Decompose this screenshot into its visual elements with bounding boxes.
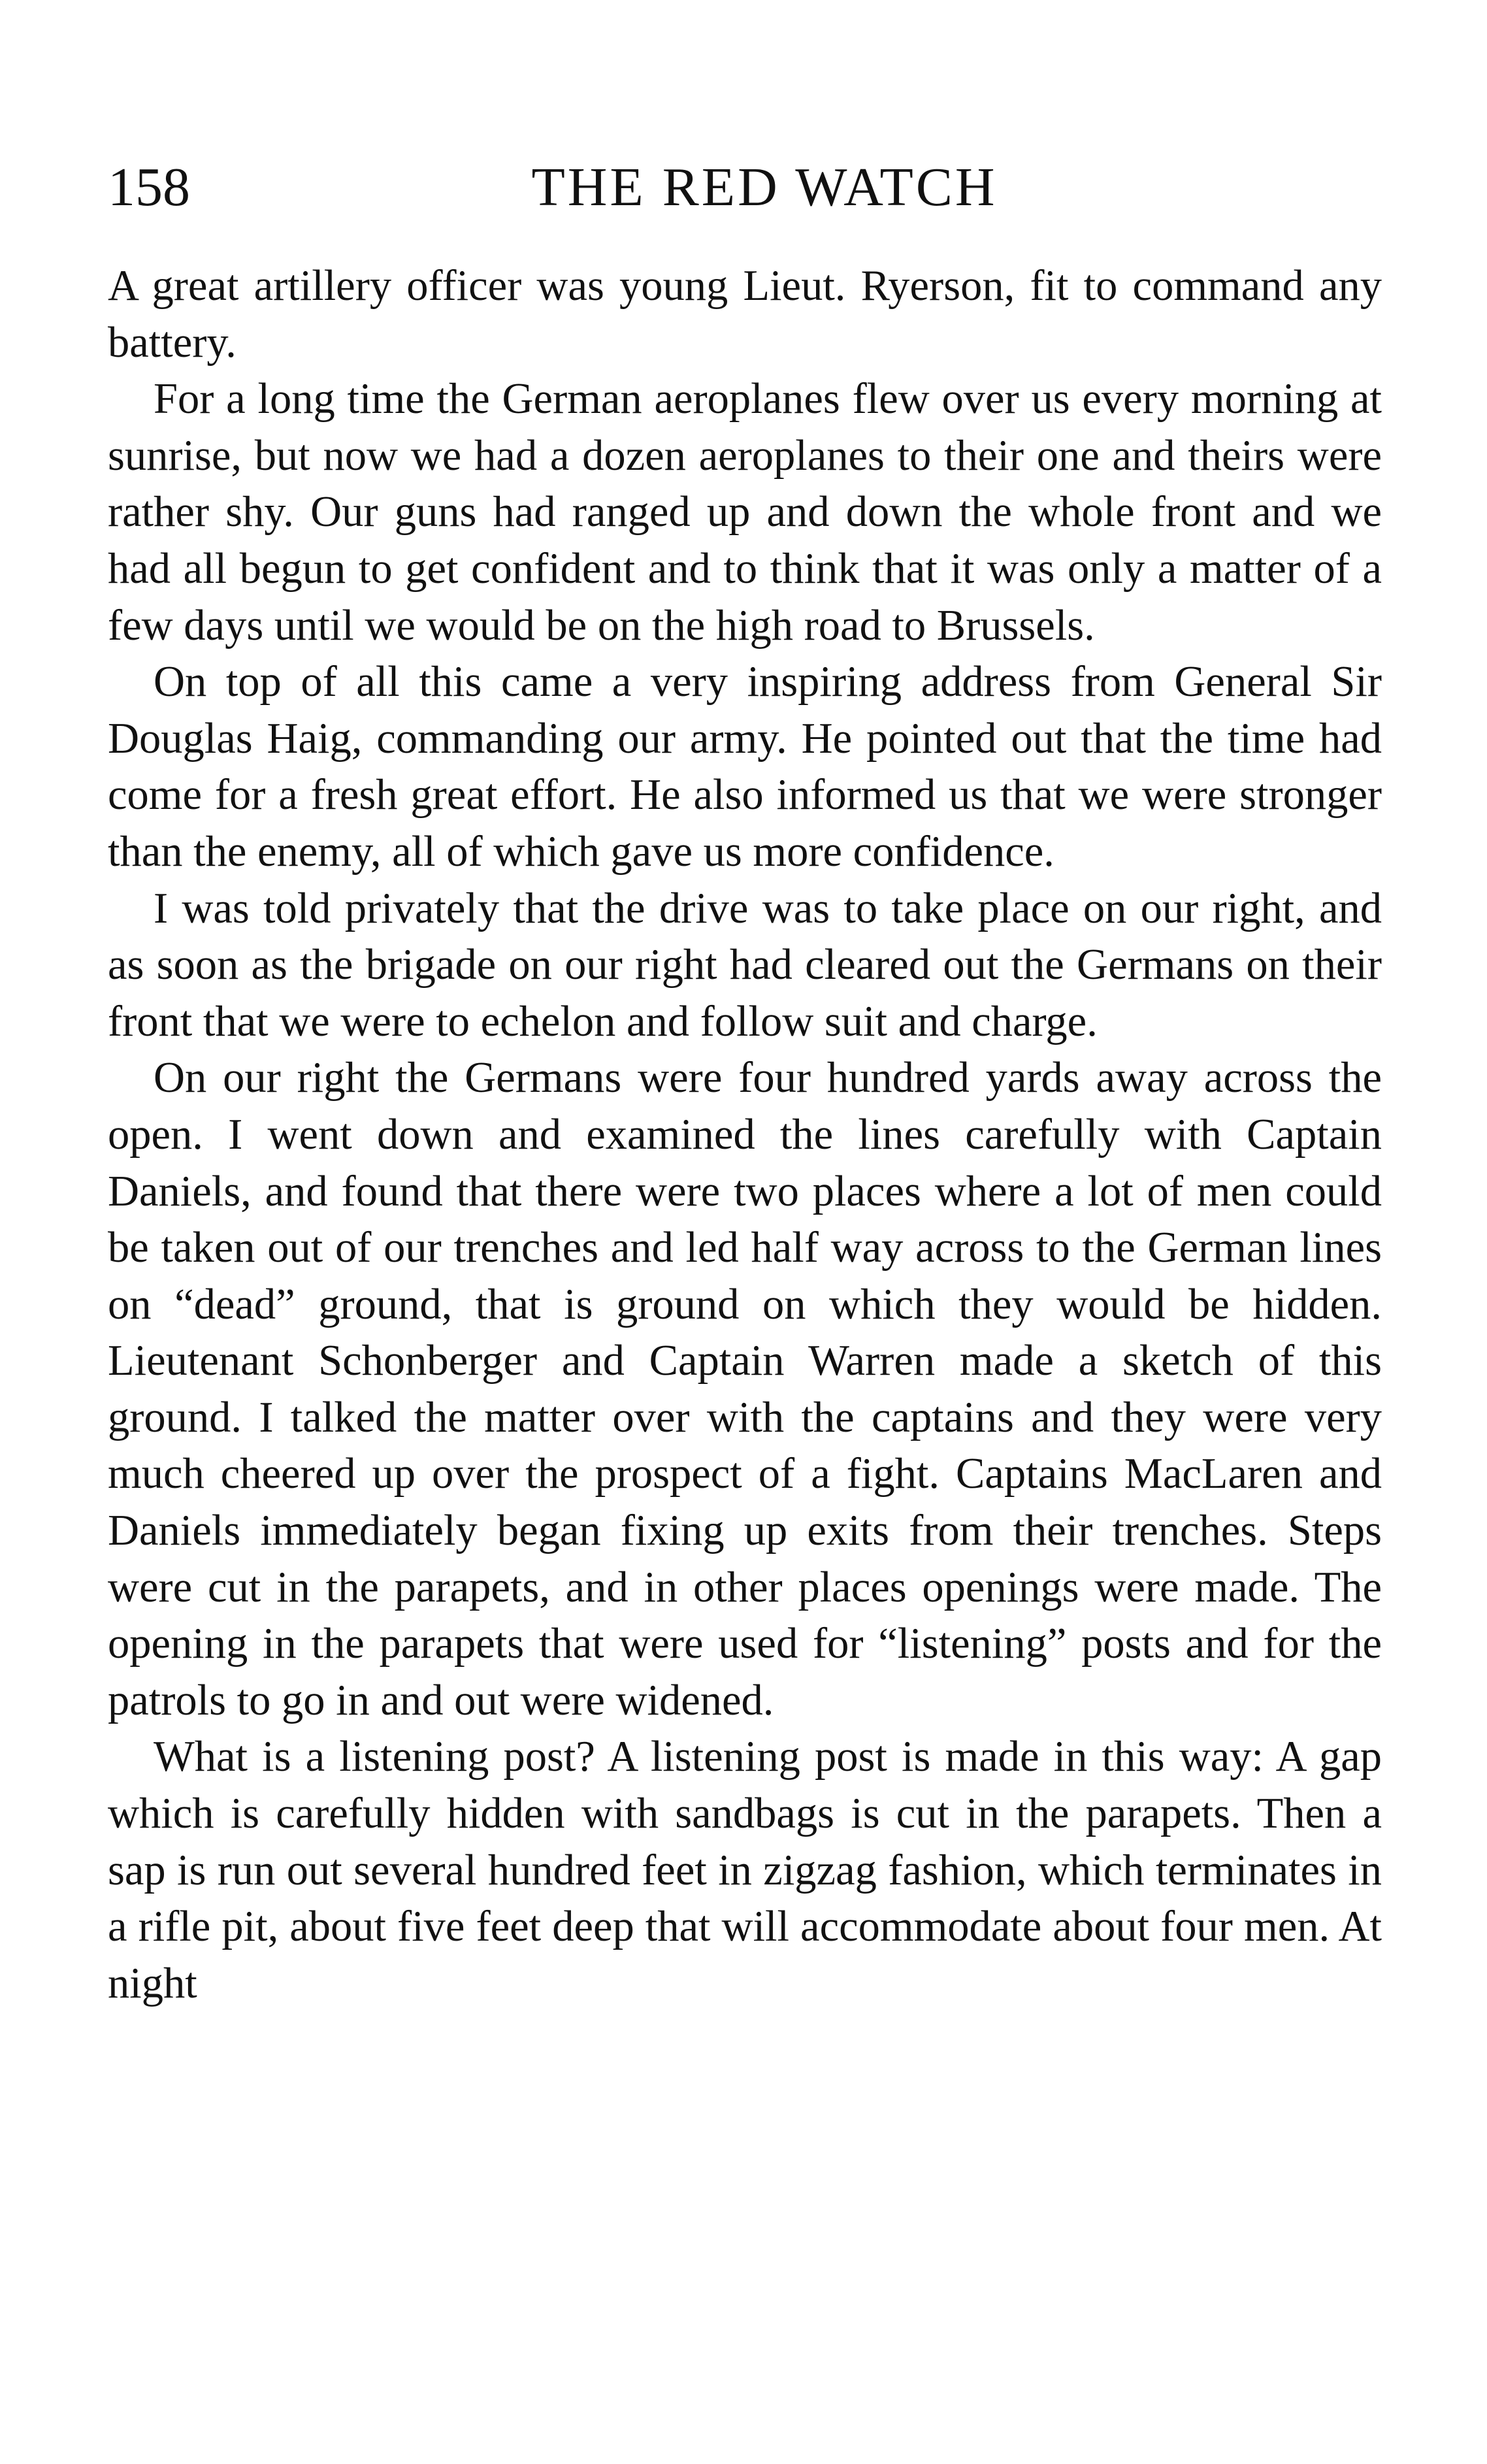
paragraph: For a long time the German aeroplanes flew over us every morning at sunrise, but now we had a dozen aeroplanes to their one and theirs were rather shy. Our guns had ranged up and down the whole front and we had all begun to get confident and to think that it was only a matter of a few days until we would be on the high road to Brussels. bbox=[108, 375, 1382, 649]
paragraph: What is a listening post? A listening post is made in this way: A gap which is carefully hidden with sandbags is cut in the parapets. Then a sap is run out several hundred feet in zigzag fashion, which terminates in a rifle pit, about five feet deep that will accommodate about four men. At night bbox=[108, 1733, 1382, 2007]
page-header bbox=[108, 152, 1382, 223]
paragraph: On our right the Germans were four hundred yards away across the open. I went down and examined the lines carefully with Captain Daniels, and found that there were two places where a lot of men could be taken out of our trenches and led half way across to the German lines on “dead” ground, that is ground on which they would be hidden. Lieutenant Schonberger and Captain Warren made a sketch of this ground. I talked the matter over with the captains and they were very much cheered up over the prospect of a fight. Captains MacLaren and Daniels immediately began fixing up exits from their trenches. Steps were cut in the parapets, and in other places openings were made. The opening in the parapets that were used for “listening” posts and for the patrols to go in and out were widened. bbox=[108, 1054, 1382, 1724]
running-head: THE RED WATCH bbox=[531, 157, 998, 218]
paragraph: I was told privately that the drive was to take place on our right, and as soon as the brigade on our right had cleared out the Germans on their front that we were to echelon and follow suit and charge. bbox=[108, 884, 1382, 1045]
page-number: 158 bbox=[108, 157, 190, 218]
paragraph: A great artillery officer was young Lieut. Ryerson, fit to command any battery. bbox=[108, 262, 1382, 367]
body-text bbox=[108, 258, 1382, 2012]
paragraph: On top of all this came a very inspiring address from General Sir Douglas Haig, commanding our army. He pointed out that the time had come for a fresh great effort. He also informed us that we were stronger than the enemy, all of which gave us more confidence. bbox=[108, 658, 1382, 876]
